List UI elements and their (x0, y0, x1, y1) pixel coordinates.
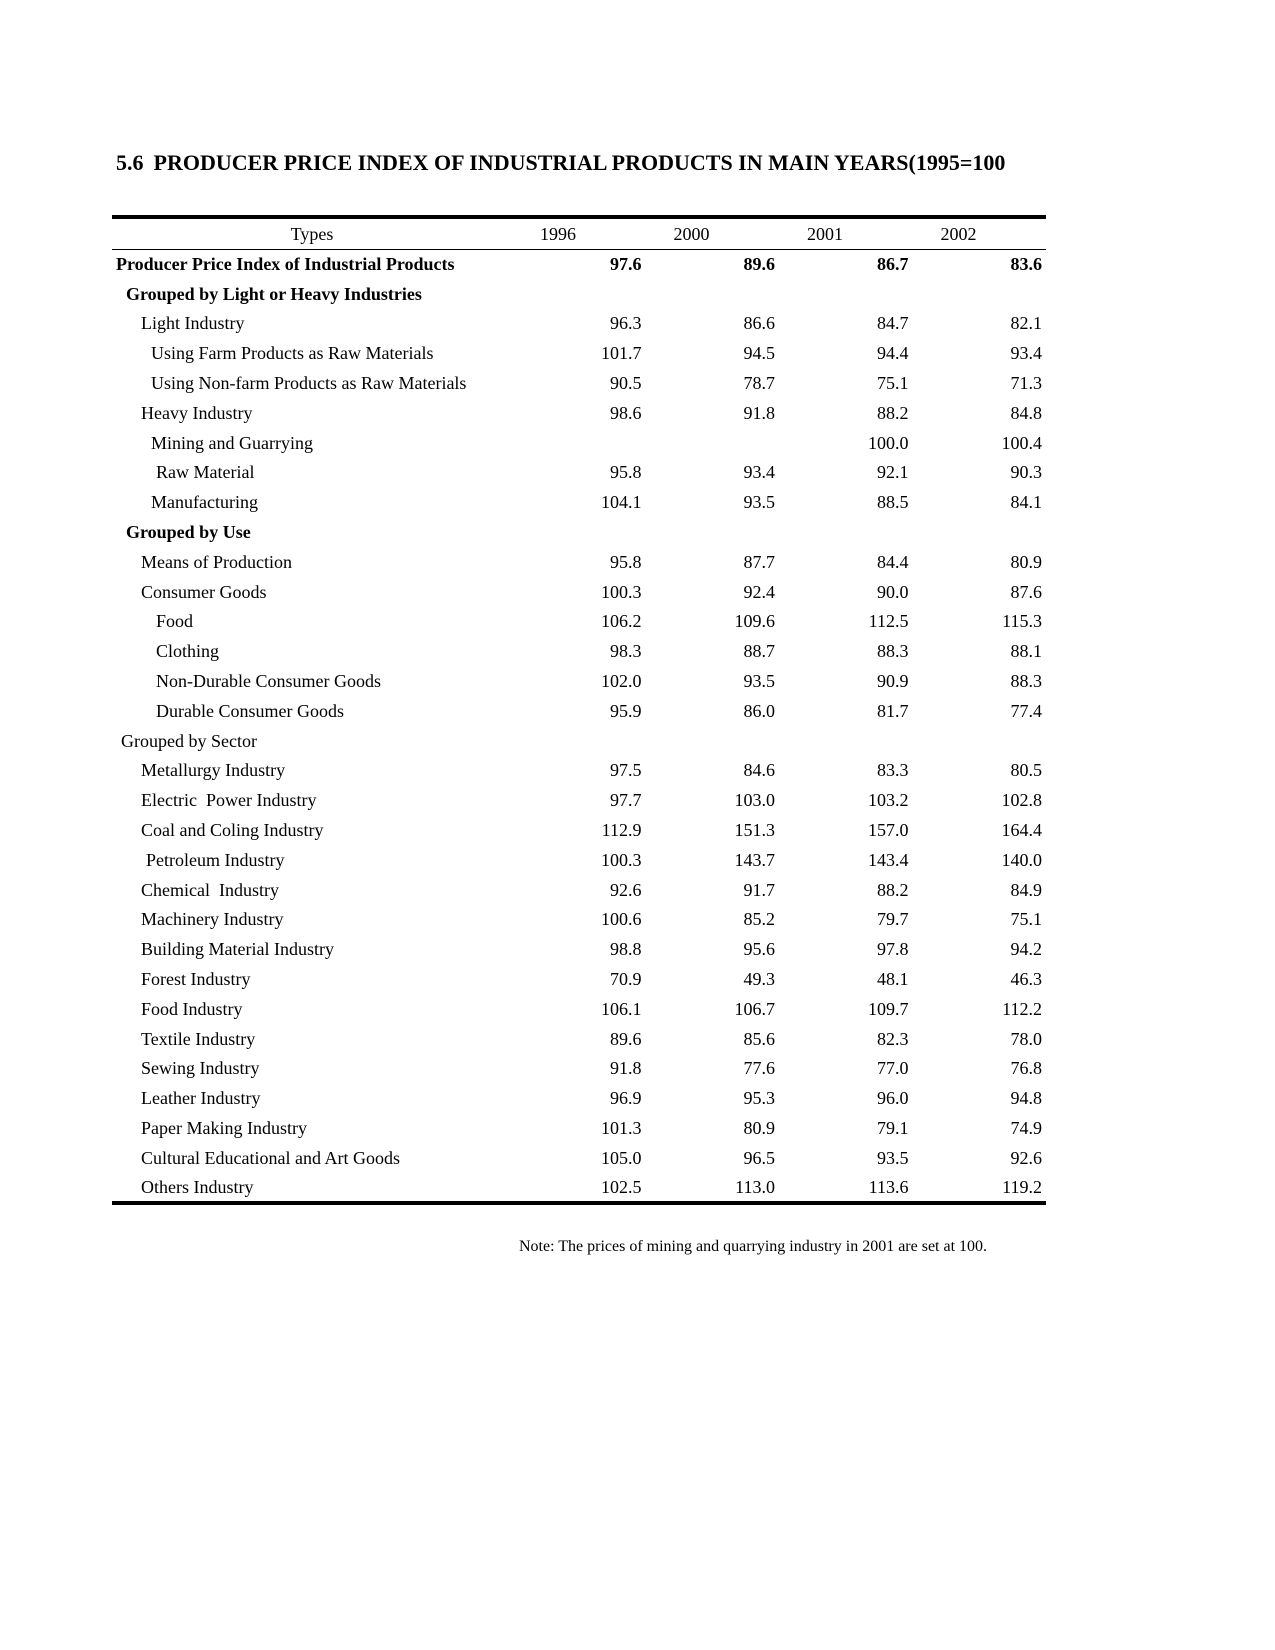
row-label: Food Industry (141, 998, 243, 1019)
cell-value: 102.5 (601, 1176, 642, 1197)
cell-value: 91.7 (743, 879, 775, 900)
table-row (112, 637, 1046, 667)
table-row (112, 816, 1046, 846)
cell-value: 88.2 (877, 879, 909, 900)
cell-value: 84.7 (877, 313, 909, 334)
cell-value: 86.7 (877, 254, 909, 275)
cell-value: 82.3 (877, 1028, 909, 1049)
cell-value: 100.3 (601, 581, 642, 602)
cell-value: 106.2 (601, 611, 642, 632)
cell-value: 88.2 (877, 402, 909, 423)
cell-value: 86.6 (743, 313, 775, 334)
cell-value: 93.5 (743, 492, 775, 513)
table-row (112, 1084, 1046, 1114)
cell-value: 90.3 (1010, 462, 1042, 483)
cell-value: 88.1 (1010, 641, 1042, 662)
cell-value: 100.0 (868, 432, 909, 453)
cell-value: 80.9 (1010, 551, 1042, 572)
cell-value: 90.9 (877, 671, 909, 692)
cell-value: 78.0 (1010, 1028, 1042, 1049)
table-row (112, 1143, 1046, 1173)
cell-value: 48.1 (877, 969, 909, 990)
cell-value: 100.4 (1001, 432, 1042, 453)
cell-value: 49.3 (743, 969, 775, 990)
cell-value (646, 428, 780, 458)
cell-value (779, 726, 913, 756)
cell-value: 93.4 (743, 462, 775, 483)
row-label: Producer Price Index of Industrial Products (116, 254, 455, 275)
cell-value: 81.7 (877, 700, 909, 721)
cell-value: 98.8 (610, 939, 642, 960)
cell-value: 112.5 (868, 611, 909, 632)
table-row (112, 339, 1046, 369)
row-label: Chemical Industry (141, 879, 279, 900)
table-row (112, 905, 1046, 935)
cell-value: 84.1 (1010, 492, 1042, 513)
cell-value: 88.5 (877, 492, 909, 513)
cell-value: 91.8 (610, 1058, 642, 1079)
section-label: Grouped by Light or Heavy Industries (126, 283, 422, 304)
row-label: Textile Industry (141, 1028, 256, 1049)
cell-value: 83.3 (877, 760, 909, 781)
cell-value: 106.7 (734, 998, 775, 1019)
cell-value: 83.6 (1010, 254, 1042, 275)
cell-value (779, 518, 913, 548)
table-row (112, 935, 1046, 965)
cell-value: 88.7 (743, 641, 775, 662)
cell-value (512, 518, 646, 548)
cell-value: 84.8 (1010, 402, 1042, 423)
header-row (112, 217, 1046, 250)
section-label: Grouped by Sector (121, 730, 257, 751)
cell-value: 92.1 (877, 462, 909, 483)
table-row (112, 994, 1046, 1024)
cell-value: 89.6 (743, 254, 775, 275)
table-row-section (112, 518, 1046, 548)
cell-value (913, 726, 1047, 756)
cell-value: 113.6 (868, 1176, 909, 1197)
cell-value: 79.7 (877, 909, 909, 930)
cell-value: 84.6 (743, 760, 775, 781)
row-label: Raw Material (156, 462, 255, 483)
row-label: Food (156, 611, 194, 632)
table-row (112, 488, 1046, 518)
cell-value: 101.7 (601, 343, 642, 364)
cell-value: 119.2 (1002, 1176, 1042, 1197)
cell-value: 80.5 (1010, 760, 1042, 781)
cell-value (512, 726, 646, 756)
cell-value: 93.5 (877, 1147, 909, 1168)
cell-value: 94.5 (743, 343, 775, 364)
cell-value: 103.0 (734, 790, 775, 811)
cell-value: 104.1 (601, 492, 642, 513)
table-row (112, 547, 1046, 577)
cell-value: 151.3 (734, 820, 775, 841)
cell-value: 80.9 (743, 1118, 775, 1138)
cell-value: 77.4 (1010, 700, 1042, 721)
row-label: Machinery Industry (141, 909, 284, 930)
cell-value: 157.0 (868, 820, 909, 841)
cell-value: 88.3 (1010, 671, 1042, 692)
cell-value: 143.7 (734, 849, 775, 870)
cell-value: 70.9 (610, 969, 642, 990)
table-row (112, 607, 1046, 637)
row-label: Forest Industry (141, 969, 251, 990)
table-row (112, 845, 1046, 875)
cell-value: 46.3 (1010, 969, 1042, 990)
cell-value: 96.0 (877, 1088, 909, 1109)
column-header-2000: 2000 (673, 223, 710, 244)
cell-value: 100.3 (601, 849, 642, 870)
row-label: Sewing Industry (141, 1058, 260, 1079)
section-label: Grouped by Use (126, 522, 251, 543)
cell-value: 92.6 (610, 879, 642, 900)
cell-value: 90.0 (877, 581, 909, 602)
cell-value: 84.4 (877, 551, 909, 572)
row-label: Paper Making Industry (141, 1118, 307, 1138)
table-row-total (112, 250, 1046, 280)
cell-value (913, 279, 1047, 309)
row-label: Using Farm Products as Raw Materials (151, 343, 434, 364)
table-row-section (112, 726, 1046, 756)
cell-value: 76.8 (1010, 1058, 1042, 1079)
column-header-1996: 1996 (540, 223, 576, 244)
cell-value: 95.9 (610, 700, 642, 721)
row-label: Building Material Industry (141, 939, 334, 960)
footnote: Note: The prices of mining and quarrying industry in 2001 are set at 100. (519, 1238, 988, 1255)
cell-value: 96.9 (610, 1088, 642, 1109)
cell-value: 98.6 (610, 402, 642, 423)
cell-value: 96.5 (743, 1147, 775, 1168)
table-row (112, 786, 1046, 816)
table-row (112, 398, 1046, 428)
cell-value: 97.6 (610, 254, 642, 275)
cell-value: 113.0 (735, 1176, 775, 1197)
cell-value (646, 279, 780, 309)
column-header-types: Types (290, 223, 334, 244)
cell-value: 112.2 (1002, 998, 1042, 1019)
table-row-section (112, 279, 1046, 309)
row-label: Non-Durable Consumer Goods (156, 671, 381, 692)
cell-value (779, 279, 913, 309)
cell-value: 77.6 (743, 1058, 775, 1079)
cell-value: 95.3 (743, 1088, 775, 1109)
cell-value: 143.4 (868, 849, 909, 870)
cell-value (512, 428, 646, 458)
table-row (112, 1114, 1046, 1144)
cell-value: 93.5 (743, 671, 775, 692)
cell-value: 92.6 (1010, 1147, 1042, 1168)
table-row (112, 756, 1046, 786)
cell-value: 103.2 (868, 790, 909, 811)
row-label: Coal and Coling Industry (141, 820, 324, 841)
row-label: Light Industry (141, 313, 245, 334)
cell-value: 85.2 (743, 909, 775, 930)
table-row (112, 369, 1046, 399)
row-label: Mining and Guarrying (151, 432, 313, 453)
cell-value: 140.0 (1001, 849, 1042, 870)
cell-value: 95.6 (743, 939, 775, 960)
cell-value: 100.6 (601, 909, 642, 930)
cell-value: 95.8 (610, 551, 642, 572)
cell-value: 71.3 (1010, 373, 1042, 394)
row-label: Means of Production (141, 551, 292, 572)
row-label: Electric Power Industry (141, 790, 317, 811)
cell-value: 74.9 (1010, 1118, 1042, 1138)
row-label: Heavy Industry (141, 402, 253, 423)
cell-value: 115.3 (1002, 611, 1042, 632)
cell-value: 86.0 (743, 700, 775, 721)
row-label: Others Industry (141, 1176, 254, 1197)
cell-value: 112.9 (601, 820, 642, 841)
cell-value (646, 518, 780, 548)
cell-value: 89.6 (610, 1028, 642, 1049)
row-label: Consumer Goods (141, 581, 267, 602)
table-row (112, 965, 1046, 995)
cell-value: 79.1 (877, 1118, 909, 1138)
column-header-2001: 2001 (807, 223, 843, 244)
cell-value: 98.3 (610, 641, 642, 662)
cell-value (913, 518, 1047, 548)
table-row (112, 696, 1046, 726)
cell-value: 75.1 (1010, 909, 1042, 930)
table-row (112, 1054, 1046, 1084)
table-row (112, 428, 1046, 458)
cell-value: 106.1 (601, 998, 642, 1019)
cell-value: 105.0 (601, 1147, 642, 1168)
cell-value: 109.7 (868, 998, 909, 1019)
cell-value: 87.7 (743, 551, 775, 572)
cell-value: 88.3 (877, 641, 909, 662)
cell-value: 75.1 (877, 373, 909, 394)
cell-value: 87.6 (1010, 581, 1042, 602)
row-label: Metallurgy Industry (141, 760, 286, 781)
row-label: Petroleum Industry (146, 849, 285, 870)
cell-value: 102.0 (601, 671, 642, 692)
cell-value: 97.7 (610, 790, 642, 811)
cell-value: 92.4 (743, 581, 775, 602)
price-index-table (112, 215, 1046, 1205)
column-header-2002: 2002 (940, 223, 977, 244)
cell-value (646, 726, 780, 756)
cell-value: 95.8 (610, 462, 642, 483)
cell-value: 77.0 (877, 1058, 909, 1079)
table-row (112, 458, 1046, 488)
table-row (112, 1173, 1046, 1203)
cell-value: 94.2 (1010, 939, 1042, 960)
cell-value: 84.9 (1010, 879, 1042, 900)
cell-value (512, 279, 646, 309)
table-row (112, 667, 1046, 697)
cell-value: 82.1 (1010, 313, 1042, 334)
row-label: Durable Consumer Goods (156, 700, 344, 721)
table-row (112, 577, 1046, 607)
row-label: Cultural Educational and Art Goods (141, 1147, 400, 1168)
page-title (116, 150, 1005, 176)
cell-value: 97.8 (877, 939, 909, 960)
table-number: 5.6 (116, 150, 144, 175)
row-label: Using Non-farm Products as Raw Materials (151, 373, 467, 394)
cell-value: 90.5 (610, 373, 642, 394)
row-label: Clothing (156, 641, 220, 662)
table-row (112, 1024, 1046, 1054)
cell-value: 78.7 (743, 373, 775, 394)
cell-value: 85.6 (743, 1028, 775, 1049)
cell-value: 109.6 (734, 611, 775, 632)
cell-value: 164.4 (1001, 820, 1042, 841)
cell-value: 94.4 (877, 343, 909, 364)
cell-value: 96.3 (610, 313, 642, 334)
table-row (112, 309, 1046, 339)
table-row (112, 875, 1046, 905)
row-label: Manufacturing (151, 492, 258, 513)
cell-value: 91.8 (743, 402, 775, 423)
cell-value: 93.4 (1010, 343, 1042, 364)
cell-value: 94.8 (1010, 1088, 1042, 1109)
cell-value: 101.3 (601, 1118, 642, 1138)
table-title: PRODUCER PRICE INDEX OF INDUSTRIAL PRODUCTS IN MAIN YEARS(1995=100 (153, 150, 1006, 175)
row-label: Leather Industry (141, 1088, 261, 1109)
cell-value: 97.5 (610, 760, 642, 781)
cell-value: 102.8 (1001, 790, 1042, 811)
